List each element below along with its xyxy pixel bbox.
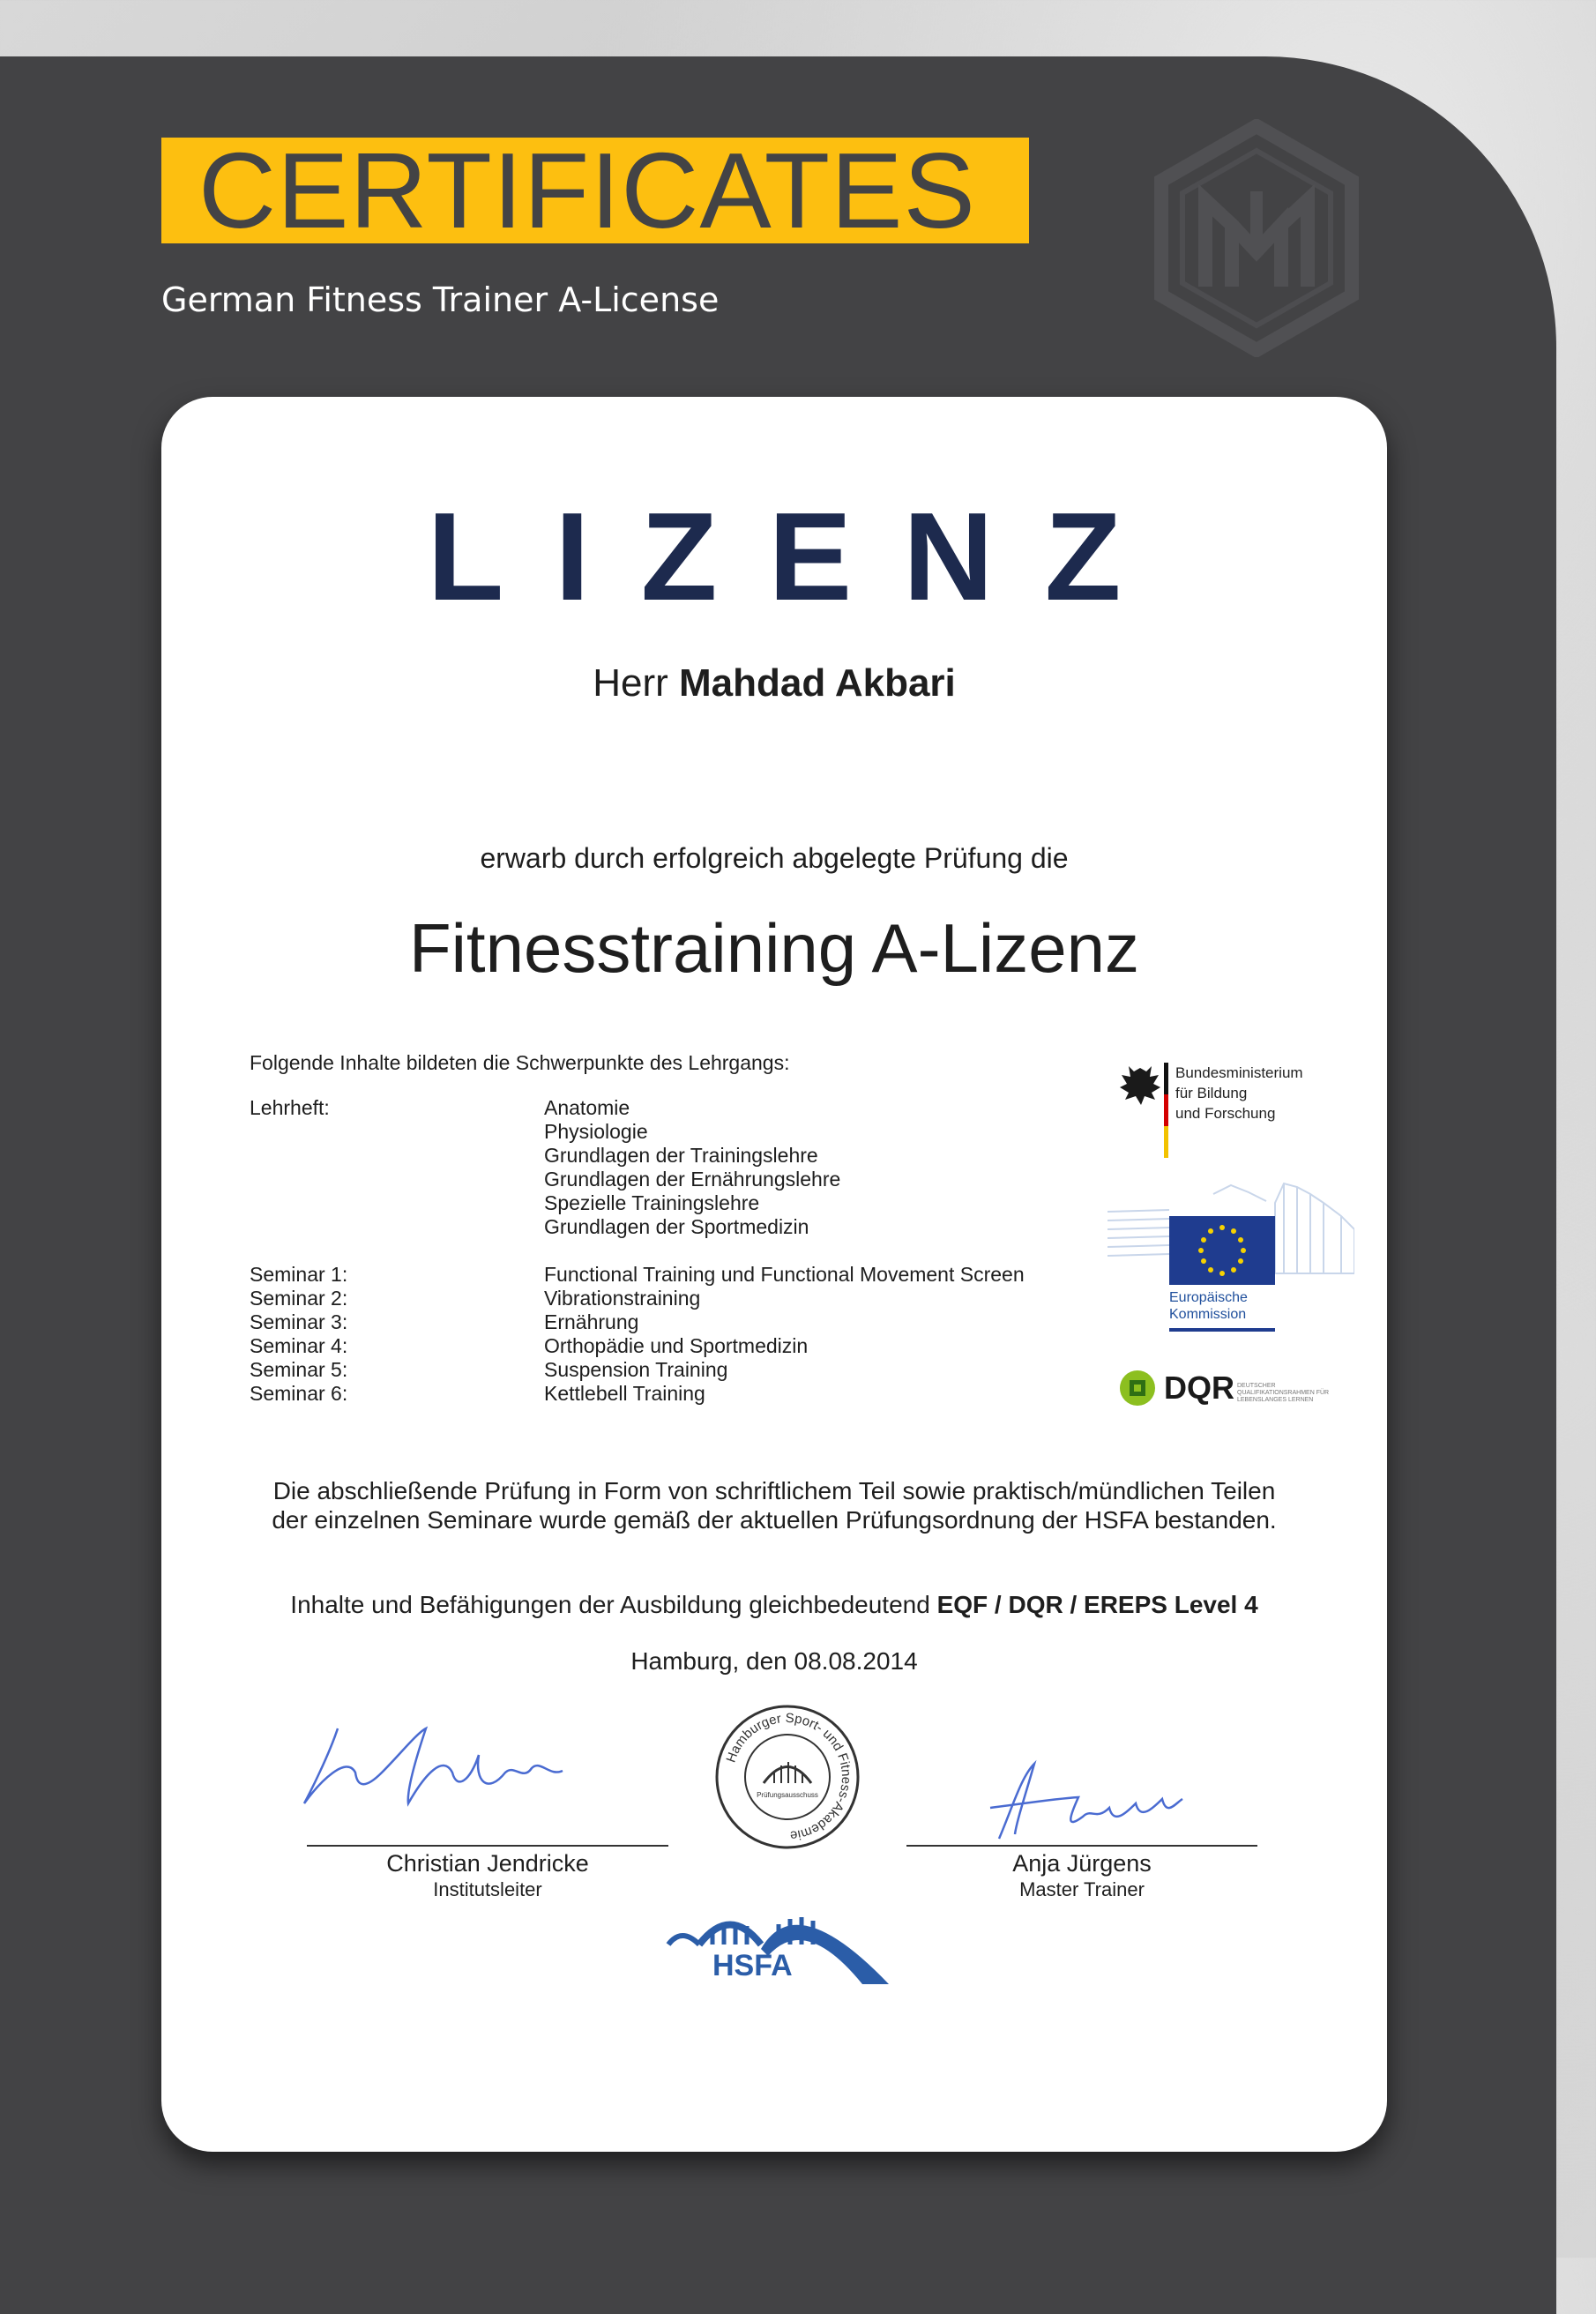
signatory-1-role: Institutsleiter	[433, 1878, 542, 1900]
final-exam-line-1: Die abschließende Prüfung in Form von schriftlichem Teil sowie praktisch/mündlichen Teilen	[272, 1477, 1276, 1504]
page-subtitle: German Fitness Trainer A-License	[161, 280, 720, 319]
final-exam-line-2: der einzelnen Seminare wurde gemäß der aktuellen Prüfungsordnung der HSFA bestanden.	[272, 1506, 1277, 1534]
dqr-badge-icon	[1118, 1369, 1157, 1407]
seminar-value: Vibrationstraining	[544, 1287, 701, 1310]
certificate-holder	[161, 661, 1387, 705]
eqf-statement	[161, 1590, 1387, 1619]
signatory-2-role: Master Trainer	[1019, 1878, 1145, 1900]
lehrheft-label: Lehrheft:	[250, 1096, 330, 1119]
seminar-label: Seminar 4:	[250, 1334, 348, 1357]
seal-inner-text: Prüfungsausschuss	[757, 1791, 818, 1799]
bmbf-line: für Bildung	[1175, 1085, 1248, 1101]
signature-line-1	[307, 1845, 668, 1847]
seminar-label: Seminar 2:	[250, 1287, 348, 1310]
certificate-heading: LIZENZ	[427, 487, 1173, 627]
eu-commission-logo	[1108, 1168, 1354, 1344]
title-banner	[161, 131, 1029, 250]
bmbf-text	[1175, 1063, 1303, 1123]
seminar-value: Suspension Training	[544, 1358, 728, 1381]
focus-intro: Folgende Inhalte bildeten die Schwerpunkte des Lehrgangs:	[250, 1051, 790, 1074]
seminar-value: Orthopädie und Sportmedizin	[544, 1334, 809, 1357]
dqr-small-text: DEUTSCHER QUALIFIKATIONSRAHMEN FÜR LEBENSLANGES LERNEN	[1237, 1383, 1330, 1403]
bmbf-line: Bundesministerium	[1175, 1064, 1303, 1081]
federal-eagle-icon	[1109, 1063, 1171, 1160]
page-title: CERTIFICATES	[198, 131, 976, 250]
seal-text: Hamburger Sport- und Fitness-Akademie	[723, 1710, 854, 1844]
eu-underline	[1169, 1328, 1275, 1332]
eqf-levels: EQF / DQR / EREPS Level 4	[936, 1591, 1258, 1618]
dqr-label: DQR	[1164, 1370, 1234, 1406]
signature-line-2	[906, 1845, 1257, 1847]
bmbf-logo	[1109, 1063, 1339, 1168]
lehrheft-item: Spezielle Trainingslehre	[544, 1191, 760, 1214]
signatory-2-name: Anja Jürgens	[1012, 1850, 1152, 1877]
lehrheft-item: Grundlagen der Sportmedizin	[544, 1215, 809, 1238]
dqr-logo	[1118, 1367, 1356, 1411]
eu-building-icon	[1108, 1168, 1354, 1287]
lehrheft-item: Grundlagen der Trainingslehre	[544, 1144, 818, 1167]
lehrheft-item: Grundlagen der Ernährungslehre	[544, 1168, 841, 1191]
lehrheft-item: Anatomie	[544, 1096, 630, 1119]
seminar-value: Ernährung	[544, 1310, 639, 1333]
eu-line: Europäische	[1169, 1290, 1248, 1305]
issue-date: Hamburg, den 08.08.2014	[630, 1647, 918, 1675]
ma-hexagon-logo-icon	[1151, 119, 1362, 357]
holder-name: Mahdad Akbari	[679, 661, 956, 705]
hsfa-wordmark: HSFA	[712, 1949, 793, 1982]
bmbf-line: und Forschung	[1175, 1105, 1276, 1122]
seminar-label: Seminar 5:	[250, 1358, 348, 1381]
signatory-1-name: Christian Jendricke	[386, 1850, 589, 1877]
eu-line: Kommission	[1169, 1307, 1247, 1322]
license-name: Fitnesstraining A-Lizenz	[408, 909, 1140, 987]
certificate-card	[161, 397, 1387, 2152]
hsfa-seal-icon	[712, 1702, 862, 1852]
signature-scribble-1	[294, 1720, 567, 1812]
seminar-value: Kettlebell Training	[544, 1382, 705, 1405]
holder-salutation: Herr	[593, 661, 668, 705]
acquired-text: erwarb durch erfolgreich abgelegte Prüfung die	[480, 842, 1069, 874]
lehrheft-item: Physiologie	[544, 1120, 648, 1143]
seminar-value: Functional Training und Functional Movement Screen	[544, 1263, 1025, 1286]
seminar-label: Seminar 1:	[250, 1263, 348, 1286]
eqf-prefix: Inhalte und Befähigungen der Ausbildung gleichbedeutend	[290, 1591, 930, 1618]
signature-scribble-2	[973, 1755, 1184, 1843]
seminar-label: Seminar 6:	[250, 1382, 348, 1405]
eu-text	[1169, 1289, 1248, 1323]
seminar-label: Seminar 3:	[250, 1310, 348, 1333]
